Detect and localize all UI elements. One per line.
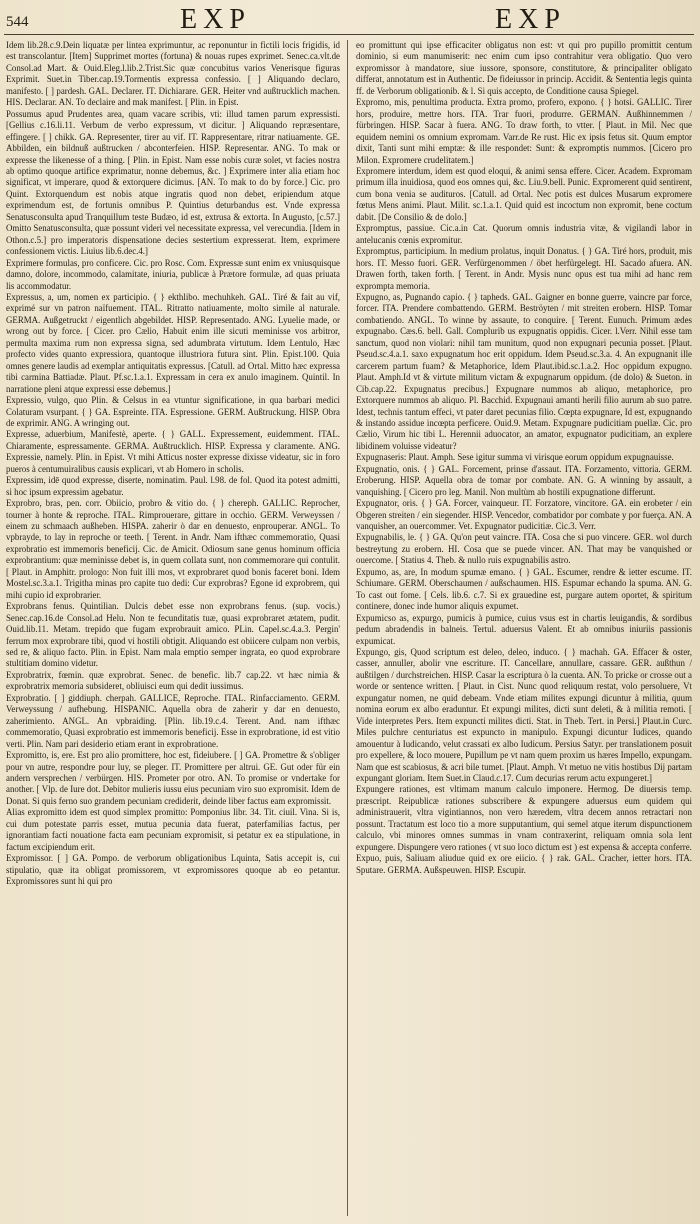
entry: Expromissor. [ ] GA. Pompo. de verborum obligationibus Lquinta, Satis accepit is, cui stipulatio, quæ ita obligat promissorem, vt expromissores quoque ab eo petantur. Expromissores sunt hi qui pro xyxy=(6,853,340,887)
entry: Expuo, puis, Saliuam aliudue quid ex ore eiicio. { } rak. GAL. Cracher, ietter hors. ITA. Sputare. GERMA. Außspeuwen. HISP. Escupir. xyxy=(356,853,692,875)
header-rule xyxy=(4,34,694,35)
entry: eo promittunt qui ipse efficaciter obligatus non est: vt qui pro pupillo promittit centum dominio, si eum manumiserit: nec enim cum ipso contrahitur vera obligatio. Quo vero expromissor à mandatore, siue iussore, sponsore, constitutore, & principaliter obligato differat, annotatum est in Authentic. De fideiussor in princip. Accidit. & Sententia legis quinta ff. de Verborum obligationib. & l. Si quis accepto, de Conditione causa Spiegel. xyxy=(356,40,692,96)
entry: Expromptus, passiue. Cic.a.in Cat. Quorum omnis industria vitæ, & vigilandi labor in antelucanis cœnis expromitur. xyxy=(356,223,692,245)
entry: Expressim, idē quod expresse, diserte, nominatim. Paul. l.98. de fol. Quod ita potest admitti, si hoc ipsum expressim agebatur. xyxy=(6,475,340,497)
running-head-left: EXP xyxy=(180,4,251,35)
entry: Alias expromitto idem est quod simplex promitto: Pomponius libr. 34. Tit. ciuil. Vina. Si is, cui dum potestate parris esset, mutua pecunia data fuerat, paterfamilias factus, per ignorantiam facti nouatione facta eam pecuniam expromisit, si petatur ex ea stipulatione, in factum excipiendum erit. xyxy=(6,807,340,852)
entry: Expugno, as, Pugnando capio. { } tapheds. GAL. Gaigner en bonne guerre, vaincre par force, forcer. ITA. Prendere combattendo. GERM. Beströyten / mit streiten erobern. HISP. Tomar combatiendo. ANGL. To winne by assaute, to conquire. [ Terent. Eunuch. Primum ædes expugnabo. Cæs.6. bell. Gall. Complurib us expugnatis oppidis. Cicer. l.Verr. Nihil esse tam sanctum, quod non violari: nihil tam munitum, quod non expugnari pecunia posset. [Plaut. Pseud.sc.4.a.1. saxo expugnatum hoc erit oppidum. Idem Pseud.sc.3.a. 4. An expugnanit ille carcerem partum fuam? & Metaphorice, Idem Plaut.ibid.sc.1.a.2. Hoc oppidum expugno. Plaut. Amph.Id vt & virtute militum victam & expugnarum oppidum. (de dolo) & Sueton. in Cib.cap.22. Expugnatus precibus.] Expugnare nummos ab aliquo, metaphorice, pro Extorquere nummos ab aliquo. Pl. Bacchid. Expugnaui amanti herili filio aurum ab suo patre. Idest, technis tantum effeci, vt pater daret pecunias filio. Cœpta expugnare, Id est, expugnando & instando assidue incœpta perficere. Ouid.9. Metam. Expugnare pudicitiam puellæ. Cic. pro Cælio, Virum hic tibi L. Herennii aduocator, an amator, expugnator pudicitiam, an explere libidinem voluisse videatur? xyxy=(356,291,692,451)
entry: Expromptus, participium. In medium prolatus, inquit Donatus. { } GA. Tiré hors, produit, mis hors. IT. Messo fuori. GER. Verfürgenommen / öbet herfürgelegt. HI. Sacado afuera. AN. Drawen forth, taken forth. [ Terent. in Andr. Mysis nunc opus est tua mihi ad hanc rem exprompta memoria. xyxy=(356,246,692,291)
entry: Exprobro, bras, pen. corr. Obiicio, probro & vitio do. { } chereph. GALLIC. Reprocher, tourner à honte & reproche. ITAL. Rimprouerare, gittare in occhio. GERM. Verweyssen / einem zu schmaach außheben. HISPA. zaherir ò dar en denuesto, enprouperar. ANGL. To vpbrayde, to lay in reproche or teeth. [ Terent. in Andr. Nam ifthæc commemoratio, Quasi exprobratio est immemoris beneficij. Cic. de Amicit. Odiosum sane genus hominum officia exprobrantium: quæ meminisse debet is, in quem collata sunt, non commemorare qui contulit. [ Plaut. in Amphitr. prologo: Non fuit illi mos, vt exprobraret quod bonis faceret boni. Idem Mostel.sc.3.a.1. Trigitha minas pro capite tuo dedi: Cur exprobras? Egone id exprobrem, qui mihi cupio id exprobrarier. xyxy=(6,498,340,600)
entry: Expresse, aduerbium, Manifestè, aperte. { } GALL. Expressement, euidemment. ITAL. Chiaramente, espressamente. GERMA. Außtrucklich. HISP. Expressa y claramente. ANG. Expressie, namely. Plin. in Epist. Vt mihi Atticus noster expresse dixisse videatur, sic in foro pueros à centumuiralibus causis explicari, vt ab Homero in scholis. xyxy=(6,429,340,474)
column-divider xyxy=(347,40,348,1216)
entry: Expugnabilis, le. { } GA. Qu'on peut vaincre. ITA. Cosa che si puo vincere. GER. wol durch bestreytung zu erobern. HI. Cosa que se puede vincer. AN. That may be vanquished or ouercome. [ Statius 4. Theb. & nullo ruis expugnabilis astro. xyxy=(356,532,692,566)
entry: Expumicso as, expurgo, pumicis à pumice, cuius vsus est in chartis leuigandis, & sordibus pedum abradendis in balneis. Tertul. aduersus Valent. Et ab omnibus iniuriis passionis expumicat. xyxy=(356,612,692,646)
entry: Expromitto, is, ere. Est pro alio promittere, hoc est, fideiubere. [ ] GA. Promettre & s'obliger pour vn autre, respondre pour luy, se pleger. IT. Promittere per altrui. GE. Gut oder für ein andern versprechen / verbürgen. HIS. Prometer por otro. AN. To promise or vndertake for another. [ Vlp. de Iure dot. Debitor mulieris iussu eius pecuniam viro suo expromisit. Idem de Donat. Si quis ferno suo grandem pecuniam crediderit, deinde liber factus eam expromissit. xyxy=(6,750,340,806)
right-column xyxy=(356,40,692,1218)
entry: Expungere rationes, est vltimam manum calculo imponere. Hermog. De diuersis temp. præscript. Reipublicæ rationes subscribere & expungere aduersus eum quidem qui administrauerit, vltra vigintiannos, non vero hæredem, vltra decem annos retractari non possunt. Tractatum est loco tio a more supputantium, qui semel atque iterum dispunctionem calculo, vbi minores omnes summas in vnam contraxerint, reliquam omnia sola lent expungere. Dispungere vero rationes ( vt suo loco dictum est ) est expensa & accepta conferre. xyxy=(356,784,692,852)
entry: Exprobrans fenus. Quintilian. Dulcis debet esse non exprobrans fenus. (sup. vocis.) Senec.cap.16.de Consol.ad Helu. Non te fecunditatis tuæ, quasi exprobraret ætatem, pudit. Ouid.lib.11. Metam. trepido que fugam exprobrauit amico. PLin. Capel.sc.4.a.3. Pergin' ferrum mox exprobrare tibi, quod vi hostili obtigit. Aliquando est obiicere culpam non verbis, sed re, & aliquo facto. Plin. in Epist. Nam mala emptio semper ingrata, eo quod exprobrare stultitiam domino videtur. xyxy=(6,601,340,669)
entry: Exprimere formulas, pro conficere. Cic. pro Rosc. Com. Expressæ sunt enim ex vniusquisque damno, dolore, incommodo, calamitate, iniuria, publicæ à Prætore formulæ, ad quas priuata lis accommodatur. xyxy=(6,257,340,291)
entry: Expressio, vulgo, quo Plin. & Celsus in ea vtuntur significatione, in qua barbari medici Colaturam vsurpant. { } GA. Espreinte. ITA. Espressione. GERM. Außtruckung. HISP. Obra de exprimir. ANG. A wringing out. xyxy=(6,395,340,428)
entry: Expressus, a, um, nomen ex participio. { } ekthlibo. mechuhkeh. GAL. Tiré & fait au vif, exprimé sur vn patron naïfuement. ITAL. Ritratto natiuamente, molto simile al naturale. GERMA. Außgetruckt / eigentlich abgebildet. HISP. Representado. ANG. Lyuelie made, or wrong out by force. [ Cicer. pro Cælio, Habuit enim ille sicuti meminisse vos arbitror, permulta maxima rum non expressa signa, sed adumbrata virtutum. Idem Lentulo, Hæc profecto vides quanto expressiora, quantoque illustriora futura sint. Plin. Epist.100. Quia omnes genere laudis ad exemplar antiquitatis expressus. [Catull. ad Ortal. Mitto hæc expressa tibi carmina Battiadæ. Plaut. Pf.sc.1.a.1. Expressam in cera ex anulo imaginem. Quintil. In narratione pleni atque expressi esse debemus.] xyxy=(6,291,340,394)
entry: Expugnaseris: Plaut. Amph. Sese igitur summa vi virisque eorum oppidum expugnauisse. xyxy=(356,452,674,463)
entry: Expugnatio, onis. { } GAL. Forcement, prinse d'assaut. ITA. Forzamento, vittoria. GERM. Eroberung. HISP. Aquella obra de tomar por combate. AN. G. A winning by assault, a vanquishing. [ Cicero pro leg. Manil. Non multùm ab hostili expugnatione differunt. xyxy=(356,463,692,497)
running-head-right: EXP xyxy=(495,4,566,35)
entry: Exprobratrix, fœmin. quæ exprobrat. Senec. de benefic. lib.7 cap.22. vt hæc nimia & exprobratrix memoria subsideret, obliuisci eum qui dedit iussimus. xyxy=(6,669,340,692)
entry: Expugnator, oris. { } GA. Forcer, vainqueur. IT. Forzatore, vincitore. GA. ein erobeter / ein Obgeren streiten / ein siegender. HISP. Vencedor, combatidor por combate y por fuerça. AN. A vanquisher, an ouercommer. Vet. Expugnator pudicitiæ. Cic.3. Verr. xyxy=(356,498,692,532)
entry: Expromo, mis, penultima producta. Extra promo, profero, expono. { } hotsi. GALLIC. Tirer hors, produire, mettre hors. ITA. Trar fuori, produrre. GERMAN. Außhinnemmen / fürbringen. HISP. Sacar à fuera. ANG. To draw forth, to vtter. [ Plaut. in Mil. Nec que equidem nemini os omnium expromam. Varr.de Re rust. Hic ex ipsis fetus sit. Quum emptor dixit, Tanti sunt mihi emptæ: & ille respondet: Sunt: & expromptis nummos. [Cicero pro Milon. Expromere crudelitatem.] xyxy=(356,97,692,165)
entry: Expumo, as, are, In modum spumæ emano. { } GAL. Escumer, rendre & ietter escume. IT. Schiumare. GERM. Oberschaumen / außschaumen. HIS. Espumar echando la spuma. AN. G. To cast out fome. [ Cels. lib.6. c.7. Si ex grauedine est, purgare autem oportet, & spiritum continere, donec inde humor aliquis expumet. xyxy=(356,566,692,612)
entry: Expungo, gis, Quod scriptum est deleo, deleo, induco. { } machah. GA. Effacer & oster, casser, annuller, abolir vne escriture. IT. Cancellare, annullare, cassare. GER. außthun / außtilgen / durchstreichen. HISP. Casar la escriptura ò la cuenta. AN. To pricke or crosse out a worde or sentence written. [ Plaut. in Cist. Nunc quod reliquum restat, volo persoluere, Vt expungatur nomen, ne quid debeam. Vnde etiam milites expungi dicuntur à militia, quum nomina eorum ex albo eraduntur. Et expungi milites, dicti sunt deleti, & à militia remoti. [ Vide interpretes Pers. Item expuncti milites dicti. Stat. in Theb. Tert. in Persi.] Plaut.in Curc. Miles pulchre centuriatus est expuncto in manipulo. Expungi dicuntur Iudices, quando amouentur à Iudicando, velut crassati ex albo Iudicum. Persius Satyr. per translationem posuit pro expellere, & loco mouere, Pupillum pe vt nam quem proxim us hæres Impello, expungam. Nam que est scabiosus, & acri bile tumet. [Plaut. Amph. Vt metuo ne vitis hostibus Dij partam expungant gloriam. Item Suet.in Claud.c.17. Cum decurias rerum actu expungeret.] xyxy=(356,647,692,783)
entry: Possumus apud Prudentes area, quam vacare scribis, vti: illud tamen parum expressisti. [Gellius c.16.li.11. Verbum de verbo expressum, vt dicitur. ] Aliquando repræsentare, effingere. [ ] chikk. GA. Representer, tirer au vif. IT. Rappresentare, ritrar natiuamente. GE. Abbilden, ein bildnuß außtrucken / abconterfeien. HISP. Representar. ANG. To mak or expresse the likenesse of a thing. [ Plin. in Epist. Nam esse nobis curæ solet, vt facies nostra ab optimo quoque artifice exprimatur, nonne debemus, &c. ] Exprimere inter alia etiam hoc significat, vt imperare, quod & extorquere dicimus. [AN. To mak to do by force.] Cic. pro Quint. Extorquendum est nobis atque ingratis quod non debet, eripiendum atque exprimendum est, de fortunis omnibus P. Quintius deturbandus est. Vnde expressa Senatusconsulta apud Tranquillum teste Budæo, id est, extrusa & extorta. In Augusto, [c.57.] Omitto Senatusconsulta, quæ possunt videri vel necessitate expressa, vel verecundia. [Idem in Othon.c.5.] pro imperatoris dispensatione decies sestertium expresserat. Item, exprimere confessionem victis. Liuius lib.6.dec.4.] xyxy=(6,108,340,257)
page-number: 544 xyxy=(6,14,29,30)
entry: Idem lib.28.c.9.Dein liquatæ per lintea exprimuntur, ac reponuntur in fictili locis frigidis, id est transcolantur. [Item] Supprimet mortes (fortuna) & nouas rupes exprimet. Senec.ca.vlt.de Consol.ad Mart. & Ouid.Eleg.l.lib.2.Trist.Sic quæ concubitus varios Venerisque figuras Exprimit. Suet.in Tiber.cap.19.Tormentis expressa confessio. [ ] Aliquando declaro, manifesto. [ ] pardesh. GAL. Declarer. IT. Dichiarare. GER. Heiter vnd außtrucklich machen. HIS. Declarar. AN. To declaire and mak manifest. [ Plin. in Epist. xyxy=(6,40,340,108)
entry: Expromere interdum, idem est quod eloqui, & animi sensa effere. Cicer. Academ. Expromam primum illa inuidiosa, quod eos omnes qui, &c. Liu.9.bell. Punic. Expromerent quid sentirent, cum bona venia se audituros. [Catull. ad Ortal. Nec potis est dulces Musarum expromere fœtus Mens animi. Plaut. Milit. sc.1.a.1. Quid quid est incoctum non expromit, bene coctum dabit. [De Consilio & de dolo.] xyxy=(356,165,692,222)
left-column xyxy=(6,40,340,1218)
entry: Exprobratio. [ ] giddiuph. cherpah. GALLICE, Reproche. ITAL. Rinfacciamento. GERM. Verweyssung / aufhebung. HISPANIC. Aquella obra de zaherir y dar en denuesto, zaherimiento. ANGL. An vpbraiding. [Plin. lib.19.c.4. Terent. And. nam ifthæc commemoratio, Quasi exprobratio est immemoris beneficij. Esse in exprobratione, id est vitio verti. Plin. Nam pari desiderio etiam erant in exprobratione. xyxy=(6,692,340,749)
